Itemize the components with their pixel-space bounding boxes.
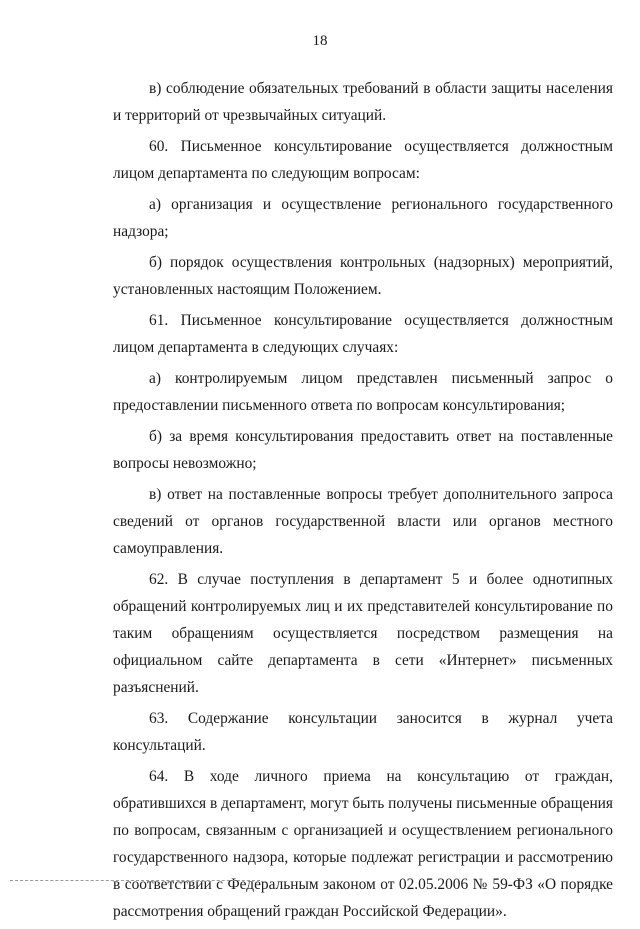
document-body (113, 75, 613, 929)
paragraph-64: 64. В ходе личного приема на консультацию от граждан, обратившихся в департамент, могут быть получены письменные обращения по вопросам, связанным с организацией и осуществлением регионального государственного надзора, которые подлежат регистрации и рассмотрению в соответствии с Федеральным законом от 02.05.2006 № 59-ФЗ «О порядке рассмотрения обращений граждан Российской Федерации». (113, 768, 613, 920)
footer-divider (10, 880, 260, 881)
paragraph-61-b: б) за время консультирования предоставить ответ на поставленные вопросы невозможно; (113, 428, 613, 472)
paragraph-61-v: в) ответ на поставленные вопросы требует дополнительного запроса сведений от органов государственной власти или органов местного самоуправления. (113, 486, 613, 557)
paragraph-62: 62. В случае поступления в департамент 5 и более однотипных обращений контролируемых лиц и их представителей консультирование по таким обращениям осуществляется посредством размещения на официальном сайте департамента в сети «Интернет» письменных разъяснений. (113, 571, 613, 696)
paragraph-61: 61. Письменное консультирование осуществляется должностным лицом департамента в следующих случаях: (113, 312, 613, 356)
paragraph-60-a: а) организация и осуществление регионального государственного надзора; (113, 196, 613, 240)
paragraph-item-v-protection: в) соблюдение обязательных требований в области защиты населения и территорий от чрезвычайных ситуаций. (113, 80, 613, 124)
page-number: 18 (312, 33, 328, 49)
paragraph-61-a: а) контролируемым лицом представлен письменный запрос о предоставлении письменного ответа по вопросам консультирования; (113, 370, 613, 414)
paragraph-60: 60. Письменное консультирование осуществляется должностным лицом департамента по следующим вопросам: (113, 138, 613, 182)
paragraph-60-b: б) порядок осуществления контрольных (надзорных) мероприятий, установленных настоящим Положением. (113, 254, 613, 298)
paragraph-63: 63. Содержание консультации заносится в журнал учета консультаций. (113, 710, 613, 754)
